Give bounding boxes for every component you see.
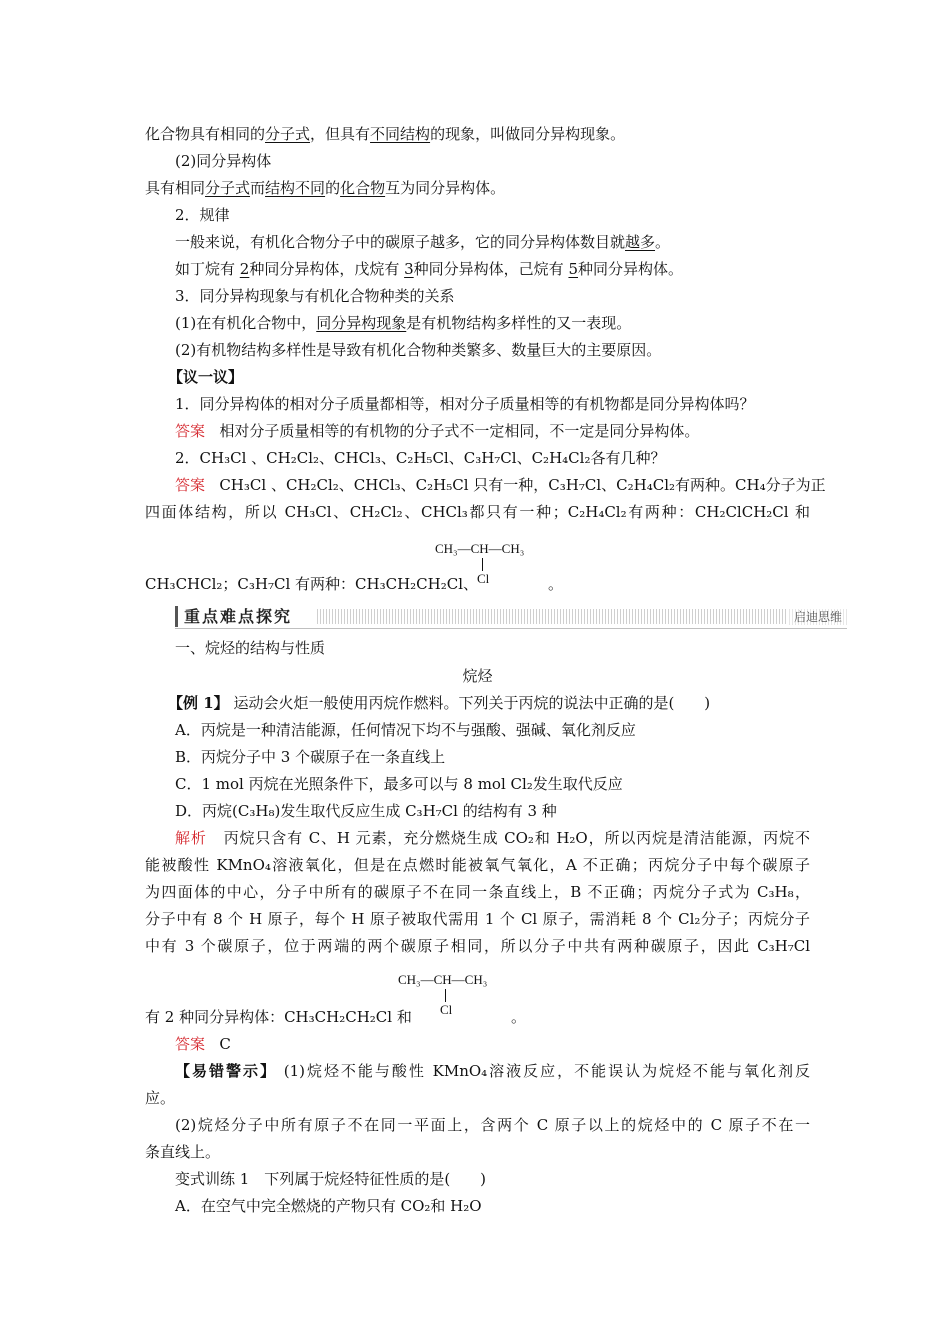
formula-substituent: Cl — [440, 1002, 453, 1017]
option-c: C．1 mol 丙烷在光照条件下，最多可以与 8 mol Cl₂发生取代反应 — [175, 775, 623, 793]
center-title: 烷烃 — [462, 667, 493, 685]
answer-line: 答案 C — [175, 1035, 231, 1053]
question-line: 2．CH₃Cl 、CH₂Cl₂、CHCl₃、C₂H₅Cl、C₃H₇Cl、C₂H₄Cl₂各有几种？ — [175, 449, 666, 467]
paragraph-line: (2)有机物结构多样性是导致有机化合物种类繁多、数量巨大的主要原因。 — [175, 341, 662, 359]
subheading: 2．规律 — [175, 206, 230, 224]
answer-line: 四面体结构，所以 CH₃Cl、CH₂Cl₂、CHCl₃都只有一种；C₂H₄Cl₂有两种：CH₂ClCH₂Cl 和 — [145, 503, 810, 521]
answer-line: CH₃CHCl₂；C₃H₇Cl 有两种：CH₃CH₂CH₂Cl、 — [145, 575, 479, 593]
warning-line: (2)烷烃分子中所有原子不在同一平面上，含两个 C 原子以上的烷烃中的 C 原子不在一 — [175, 1116, 810, 1134]
period: 。 — [511, 1008, 527, 1026]
subheading: (2)同分异构体 — [175, 152, 272, 170]
period: 。 — [548, 575, 564, 593]
answer-label: 答案 — [175, 476, 206, 494]
formula-substituent: Cl — [477, 571, 490, 586]
analysis-line: 有 2 种同分异构体：CH₃CH₂CH₂Cl 和 — [145, 1008, 412, 1026]
analysis-label: 解析 — [175, 829, 207, 847]
analysis-line: 能被酸性 KMnO₄溶液氧化，但是在点燃时能被氧气氧化，A 不正确；丙烷分子中每个碳原子 — [145, 856, 810, 874]
option-a: A．丙烷是一种清洁能源，任何情况下均不与强酸、强碱、氧化剂反应 — [175, 721, 636, 739]
answer-label: 答案 — [175, 422, 206, 440]
question-line: 1．同分异构体的相对分子质量都相等，相对分子质量相等的有机物都是同分异构体吗？ — [175, 395, 755, 413]
analysis-line: 解析 丙烷只含有 C、H 元素，充分燃烧生成 CO₂和 H₂O，所以丙烷是清洁能源，丙烷不 — [175, 829, 810, 847]
banner-tag: 启迪思维 — [789, 609, 847, 625]
analysis-line: 为四面体的中心，分子中所有的碳原子不在同一条直线上，B 不正确；丙烷分子式为 C₃H₈， — [145, 883, 810, 901]
formula-bond — [482, 558, 483, 571]
option-d: D．丙烷(C₃H₈)发生取代反应生成 C₃H₇Cl 的结构有 3 种 — [175, 802, 557, 820]
option-b: B．丙烷分子中 3 个碳原子在一条直线上 — [175, 748, 446, 766]
discuss-heading: 【议一议】 — [168, 368, 244, 386]
paragraph-line: 如丁烷有 2种同分异构体，戊烷有 3种同分异构体，己烷有 5种同分异构体。 — [175, 260, 683, 278]
section-heading: 一、烷烃的结构与性质 — [175, 639, 326, 657]
answer-label: 答案 — [175, 1035, 206, 1053]
subheading: 3．同分异构现象与有机化合物种类的关系 — [175, 287, 455, 305]
banner-title: 重点难点探究 — [175, 606, 314, 627]
answer-line: 答案 相对分子质量相等的有机物的分子式不一定相同，不一定是同分异构体。 — [175, 422, 700, 440]
section-banner — [175, 606, 847, 629]
paragraph-line: (1)在有机化合物中，同分异构现象是有机物结构多样性的又一表现。 — [175, 314, 632, 332]
training-line: 变式训练 1 下列属于烷烃特征性质的是( ) — [175, 1170, 487, 1188]
paragraph-line: 一般来说，有机化合物分子中的碳原子越多，它的同分异构体数目就越多。 — [175, 233, 671, 251]
formula-chain: CH₃—CH—CH₃ — [398, 972, 488, 987]
warning-line: 条直线上。 — [145, 1143, 221, 1161]
banner-hatch — [317, 609, 787, 624]
analysis-line: 分子中有 8 个 H 原子，每个 H 原子被取代需用 1 个 Cl 原子，需消耗 8 个 Cl₂分子；丙烷分子 — [145, 910, 810, 928]
warning-line: 应。 — [145, 1089, 176, 1107]
paragraph-line: 具有相同分子式而结构不同的化合物互为同分异构体。 — [145, 179, 506, 197]
example-line: 【例 1】 运动会火炬一般使用丙烷作燃料。下列关于丙烷的说法中正确的是( ) — [168, 694, 711, 712]
formula-bond — [445, 989, 446, 1002]
training-option-a: A．在空气中完全燃烧的产物只有 CO₂和 H₂O — [175, 1197, 482, 1215]
answer-line: 答案 CH₃Cl 、CH₂Cl₂、CHCl₃、C₂H₅Cl 只有一种，C₃H₇Cl、C₂H₄Cl₂有两种。CH₄分子为正 — [175, 476, 826, 494]
warning-line: 【易错警示】 (1)烷烃不能与酸性 KMnO₄溶液反应，不能误认为烷烃不能与氧化剂反 — [175, 1062, 810, 1080]
analysis-line: 中有 3 个碳原子，位于两端的两个碳原子相同，所以分子中共有两种碳原子，因此 C₃H₇Cl — [145, 937, 810, 955]
formula-chain: CH₃—CH—CH₃ — [435, 541, 525, 556]
paragraph-line: 化合物具有相同的分子式，但具有不同结构的现象，叫做同分异构现象。 — [145, 125, 626, 143]
